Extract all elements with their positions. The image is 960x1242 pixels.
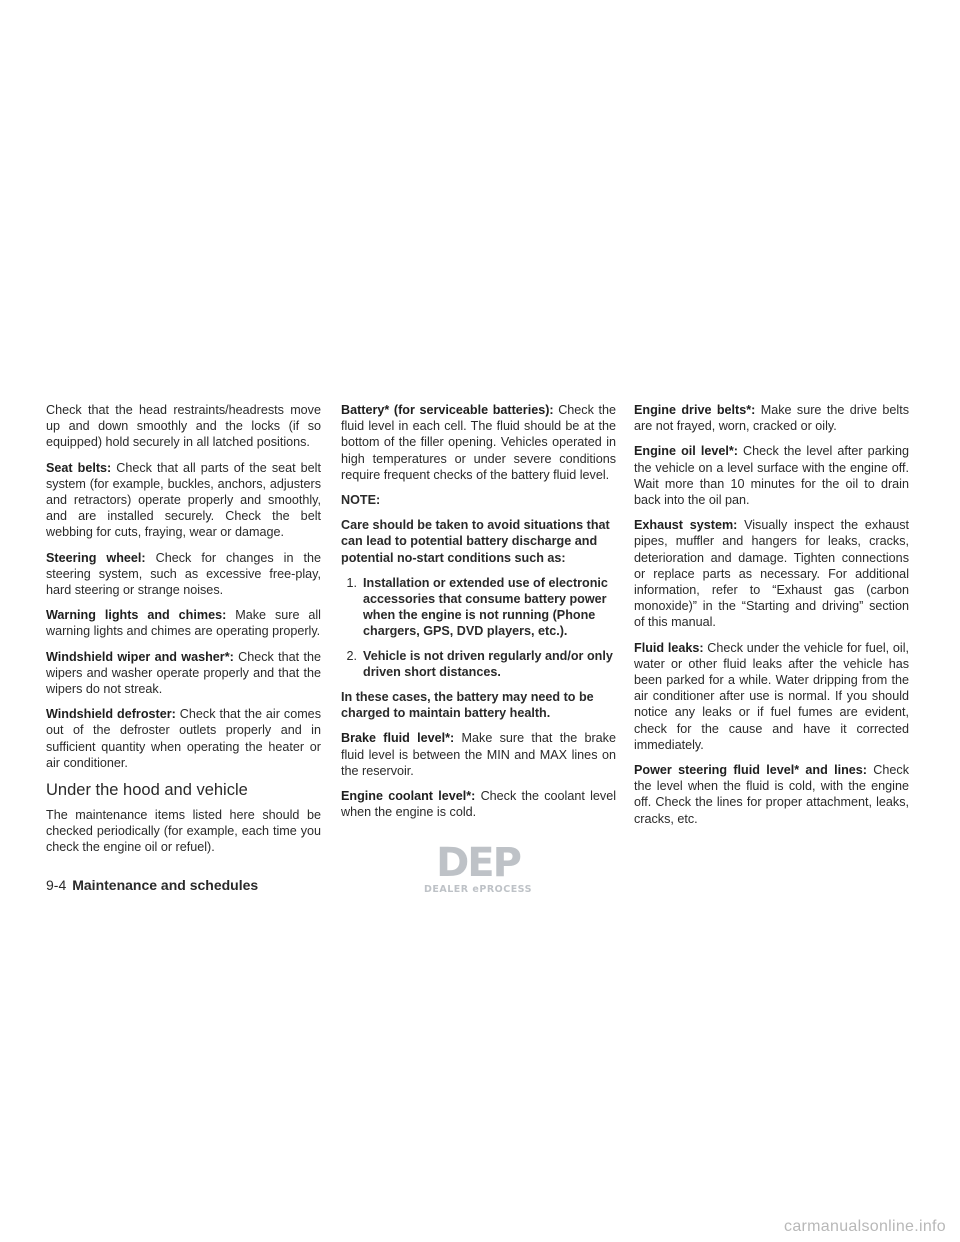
site-watermark: carmanualsonline.info	[784, 1218, 946, 1235]
seat-belts-label: Seat belts:	[46, 460, 112, 475]
battery-cases-paragraph: In these cases, the battery may need to be charged to maintain battery health.	[341, 690, 594, 721]
steering-wheel-text: Check for changes in the steering system, such as excessive free-play, hard steering or strange noises.	[46, 550, 322, 598]
section-heading-under-hood: Under the hood and vehicle	[46, 781, 248, 800]
column-left	[46, 402, 321, 865]
under-hood-intro: The maintenance items listed here should be checked periodically (for example, each time you check the engine oil or refuel).	[46, 808, 321, 855]
warning-lights-paragraph	[46, 607, 321, 639]
fluid-leaks-label: Fluid leaks:	[634, 640, 704, 655]
engine-oil-paragraph	[634, 443, 909, 508]
brake-fluid-label: Brake fluid level*:	[341, 731, 455, 746]
section-title: Maintenance and schedules	[72, 877, 259, 893]
drive-belts-paragraph	[634, 402, 909, 434]
head-restraints-paragraph: Check that the head restraints/headrests move up and down smoothly and the locks (if so equipped) hold securely in all latched positions.	[46, 403, 321, 450]
warning-lights-label: Warning lights and chimes:	[46, 608, 227, 623]
list-item	[341, 575, 616, 640]
engine-coolant-label: Engine coolant level*:	[341, 789, 476, 804]
column-middle	[341, 402, 616, 829]
fluid-leaks-paragraph	[634, 640, 909, 753]
steering-wheel-paragraph	[46, 550, 321, 599]
list-item	[341, 648, 616, 680]
steering-wheel-label: Steering wheel:	[46, 550, 146, 565]
power-steering-label: Power steering fluid level* and lines:	[634, 763, 867, 778]
seat-belts-paragraph	[46, 460, 321, 541]
defroster-label: Windshield defroster:	[46, 707, 176, 722]
logo-tagline: DEALER ePROCESS	[424, 884, 532, 895]
logo-letters: DEP	[436, 840, 520, 886]
column-right	[634, 402, 909, 836]
page-number: 9-4	[46, 877, 67, 893]
wiper-washer-paragraph	[46, 649, 321, 698]
battery-paragraph	[341, 402, 616, 483]
defroster-text: Check that the air comes out of the defroster outlets properly and in sufficient quantity when operating the heater or air conditioner.	[46, 707, 321, 770]
brake-fluid-paragraph	[341, 730, 616, 779]
exhaust-system-label: Exhaust system:	[634, 518, 738, 533]
list-item-number: 2.	[346, 648, 357, 663]
battery-conditions-list	[341, 575, 616, 680]
seat-belts-text: Check that all parts of the seat belt system (for example, buckles, anchors, adjusters and retractors) operate properly and smoothly, and are installed securely. Check the belt webbing for cuts, fraying, wear or damage.	[46, 460, 321, 540]
drive-belts-text: Make sure the drive belts are not frayed, worn, cracked or oily.	[634, 403, 909, 434]
engine-oil-label: Engine oil level*:	[634, 444, 738, 459]
power-steering-text: Check the level when the fluid is cold, with the engine off. Check the lines for proper attachment, leaks, cracks, etc.	[634, 763, 909, 826]
warning-lights-text: Make sure all warning lights and chimes are operating properly.	[46, 608, 321, 639]
exhaust-system-text: Visually inspect the exhaust pipes, muffler and hangers for leaks, cracks, deterioration and damage. Tighten connections or replace parts as necessary. For additional information, refer to “Exhaust gas (carbon monoxide)” in the “Starting and driving” section of this manual.	[634, 518, 910, 630]
list-item-text: Vehicle is not driven regularly and/or only driven short distances.	[363, 648, 613, 679]
wiper-washer-text: Check that the wipers and washer operate properly and that the wipers do not streak.	[46, 649, 321, 697]
list-item-number: 1.	[346, 575, 357, 590]
wiper-washer-label: Windshield wiper and washer*:	[46, 649, 234, 664]
engine-coolant-text: Check the coolant level when the engine is cold.	[341, 789, 616, 820]
note-label: NOTE:	[341, 493, 381, 508]
page-footer	[46, 876, 258, 894]
power-steering-paragraph	[634, 762, 909, 827]
engine-oil-text: Check the level after parking the vehicle on a level surface with the engine off. Wait more than 10 minutes for the oil to drain back into the oil pan.	[634, 444, 909, 508]
dealer-eprocess-logo	[412, 840, 544, 896]
battery-label: Battery* (for serviceable batteries):	[341, 403, 554, 417]
list-item-text: Installation or extended use of electronic accessories that consume battery power when the engine is not running (Phone chargers, GPS, DVD players, etc.).	[363, 575, 608, 639]
drive-belts-label: Engine drive belts*:	[634, 403, 756, 417]
fluid-leaks-text: Check under the vehicle for fuel, oil, water or other fluid leaks after the vehicle has been parked for a while. Water dripping from the air conditioner after use is normal. If you should notice any leaks or if fuel fumes are evident, check for the cause and have it corrected immediately.	[634, 640, 909, 752]
defroster-paragraph	[46, 706, 321, 771]
brake-fluid-text: Make sure that the brake fluid level is between the MIN and MAX lines on the reservoir.	[341, 731, 616, 778]
note-text: Care should be taken to avoid situations that can lead to potential battery discharge and potential no-start conditions such as:	[341, 518, 610, 565]
engine-coolant-paragraph	[341, 788, 616, 820]
battery-text: Check the fluid level in each cell. The fluid should be at the bottom of the filler opening. Vehicles operated in high temperatures or under severe conditions require frequent checks of the battery fluid level.	[341, 403, 617, 482]
exhaust-system-paragraph	[634, 517, 909, 630]
